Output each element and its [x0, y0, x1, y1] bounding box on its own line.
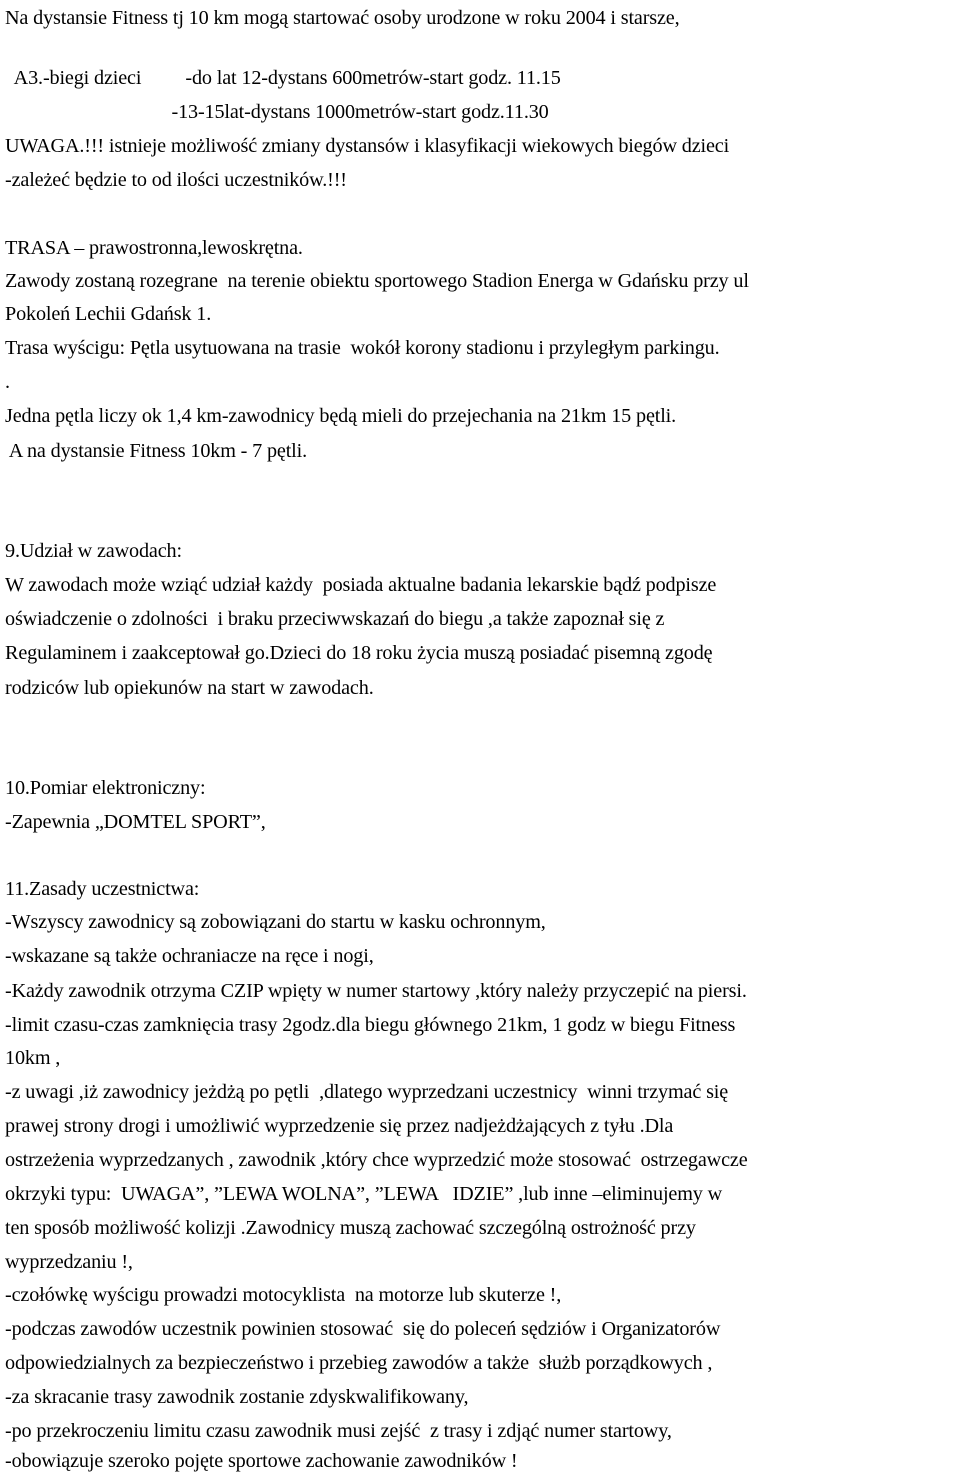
text-line: -obowiązuje szeroko pojęte sportowe zachowanie zawodników !	[5, 1450, 518, 1472]
text-line: -Zapewnia „DOMTEL SPORT”,	[5, 811, 266, 833]
text-line: Na dystansie Fitness tj 10 km mogą startować osoby urodzone w roku 2004 i starsze,	[5, 7, 680, 29]
text-line: UWAGA.!!! istnieje możliwość zmiany dystansów i klasyfikacji wiekowych biegów dzieci	[5, 135, 730, 157]
text-line: ostrzeżenia wyprzedzanych , zawodnik ,który chce wyprzedzić może stosować ostrzegawcze	[5, 1149, 748, 1171]
text-line: Regulaminem i zaakceptował go.Dzieci do 18 roku życia muszą posiadać pisemną zgodę	[5, 642, 713, 664]
text-line: ten sposób możliwość kolizji .Zawodnicy muszą zachować szczególną ostrożność przy	[5, 1217, 696, 1239]
text-line: -z uwagi ,iż zawodnicy jeżdżą po pętli ,dlatego wyprzedzani uczestnicy winni trzymać się	[5, 1081, 729, 1103]
text-line: oświadczenie o zdolności i braku przeciwwskazań do biegu ,a także zapoznał się z	[5, 608, 665, 630]
text-line: prawej strony drogi i umożliwić wyprzedzenie się przez nadjeżdżających z tyłu .Dla	[5, 1115, 674, 1137]
text-line: -Każdy zawodnik otrzyma CZIP wpięty w numer startowy ,który należy przyczepić na piersi.	[5, 980, 747, 1002]
text-line: -limit czasu-czas zamknięcia trasy 2godz.dla biegu głównego 21km, 1 godz w biegu Fitness	[5, 1014, 736, 1036]
text-line: wyprzedzaniu !,	[5, 1251, 133, 1273]
text-line: Zawody zostaną rozegrane na terenie obiektu sportowego Stadion Energa w Gdańsku przy ul	[5, 270, 749, 292]
text-line: -za skracanie trasy zawodnik zostanie zdyskwalifikowany,	[5, 1386, 469, 1408]
text-line: okrzyki typu: UWAGA”, ”LEWA WOLNA”, ”LEWA IDZIE” ,lub inne –eliminujemy w	[5, 1183, 723, 1205]
text-line: -Wszyscy zawodnicy są zobowiązani do startu w kasku ochronnym,	[5, 911, 546, 933]
text-line: 10km ,	[5, 1047, 61, 1069]
text-line: Pokoleń Lechii Gdańsk 1.	[5, 303, 212, 325]
text-line: -podczas zawodów uczestnik powinien stosować się do poleceń sędziów i Organizatorów	[5, 1318, 721, 1340]
text-line: .	[5, 371, 10, 393]
text-line: A3.-biegi dzieci -do lat 12-dystans 600metrów-start godz. 11.15	[5, 67, 561, 89]
text-line: rodziców lub opiekunów na start w zawodach.	[5, 677, 374, 699]
text-line: odpowiedzialnych za bezpieczeństwo i przebieg zawodów a także służb porządkowych ,	[5, 1352, 713, 1374]
text-line: -wskazane są także ochraniacze na ręce i nogi,	[5, 945, 374, 967]
text-line: Trasa wyścigu: Pętla usytuowana na trasie wokół korony stadionu i przyległym parkingu.	[5, 337, 720, 359]
text-line: -13-15lat-dystans 1000metrów-start godz.11.30	[5, 101, 549, 123]
text-line: Jedna pętla liczy ok 1,4 km-zawodnicy będą mieli do przejechania na 21km 15 pętli.	[5, 405, 677, 427]
text-line: TRASA – prawostronna,lewoskrętna.	[5, 237, 303, 259]
text-line: -czołówkę wyścigu prowadzi motocyklista na motorze lub skuterze !,	[5, 1284, 562, 1306]
text-line: -po przekroczeniu limitu czasu zawodnik musi zejść z trasy i zdjąć numer startowy,	[5, 1420, 672, 1442]
section-heading: 11.Zasady uczestnictwa:	[5, 878, 200, 900]
text-line: -zależeć będzie to od ilości uczestników.!!!	[5, 169, 347, 191]
text-line: W zawodach może wziąć udział każdy posiada aktualne badania lekarskie bądź podpisze	[5, 574, 717, 596]
section-heading: 9.Udział w zawodach:	[5, 540, 182, 562]
text-line: A na dystansie Fitness 10km - 7 pętli.	[5, 440, 307, 462]
section-heading: 10.Pomiar elektroniczny:	[5, 777, 206, 799]
